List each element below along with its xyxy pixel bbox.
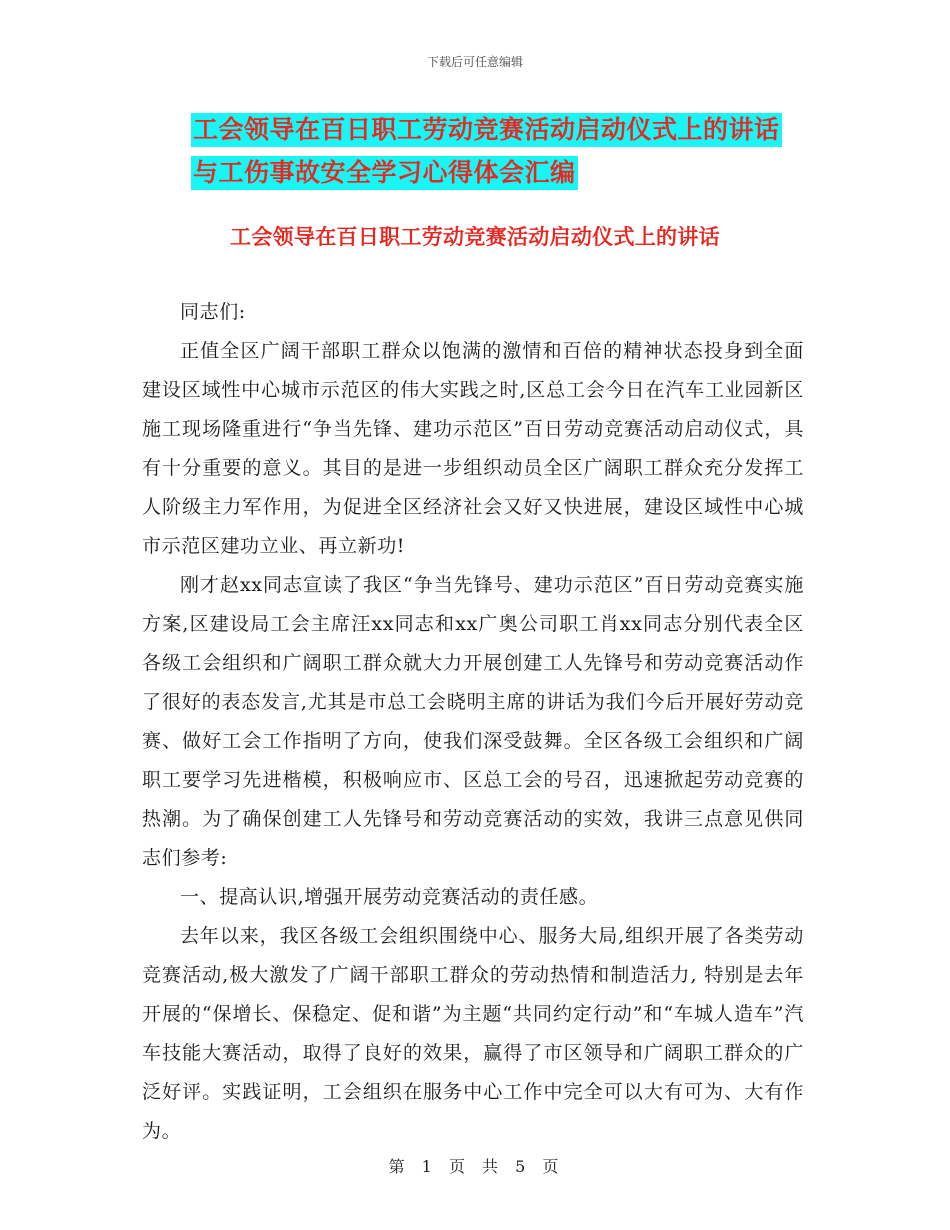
salutation: 同志们: <box>180 301 246 323</box>
section-heading: 工会领导在百日职工劳动竞赛活动启动仪式上的讲话 <box>230 225 720 249</box>
paragraph-heading: 一、提高认识,增强开展劳动竞赛活动的责任感。 <box>180 886 599 908</box>
paragraph: 去年以来，我区各级工会组织围绕中心、服务大局,组织开展了各类劳动竞赛活动,极大激发了广阔干部职工群众的劳动热情和制造活力, 特别是去年开展的“保增长、保稳定、促和谐”为主题“共同约定行动”和“车城人造车”汽车技能大赛活动，取得了良好的效果，赢得了市区领导和广阔职工群众的广泛好评。实践证明，工会组织在服务中心工作中完全可以大有可为、大有作为。 <box>142 925 804 1142</box>
paragraph: 正值全区广阔干部职工群众以饱满的激情和百倍的精神状态投身到全面建设区域性中心城市示范区的伟大实践之时,区总工会今日在汽车工业园新区施工现场隆重进行“争当先锋、建功示范区”百日劳动竞赛活动启动仪式，具有十分重要的意义。其目的是进一步组织动员全区广阔职工群众充分发挥工人阶级主力军作用，为促进全区经济社会又好又快进展，建设区域性中心城市示范区建功立业、再立新功! <box>142 340 804 557</box>
body-text <box>142 293 804 1151</box>
page-number: 第 1 页 共 5 页 <box>388 1157 562 1176</box>
title-line-2: 与工伤事故安全学习心得体会汇编 <box>191 156 578 190</box>
title-line-1: 工会领导在百日职工劳动竞赛活动启动仪式上的讲话 <box>191 113 782 147</box>
header-note: 下载后可任意编辑 <box>426 55 523 69</box>
paragraph: 刚才赵xx同志宣读了我区“争当先锋号、建功示范区”百日劳动竞赛实施方案,区建设局工会主席汪xx同志和xx广奥公司职工肖xx同志分别代表全区各级工会组织和广阔职工群众就大力开展创建工人先锋号和劳动竞赛活动作了很好的表态发言,尤其是市总工会晓明主席的讲话为我们今后开展好劳动竞赛、做好工会工作指明了方向，使我们深受鼓舞。全区各级工会组织和广阔职工要学习先进楷模，积极响应市、区总工会的号召，迅速掀起劳动竞赛的热潮。为了确保创建工人先锋号和劳动竞赛活动的实效，我讲三点意见供同志们参考: <box>142 574 804 869</box>
